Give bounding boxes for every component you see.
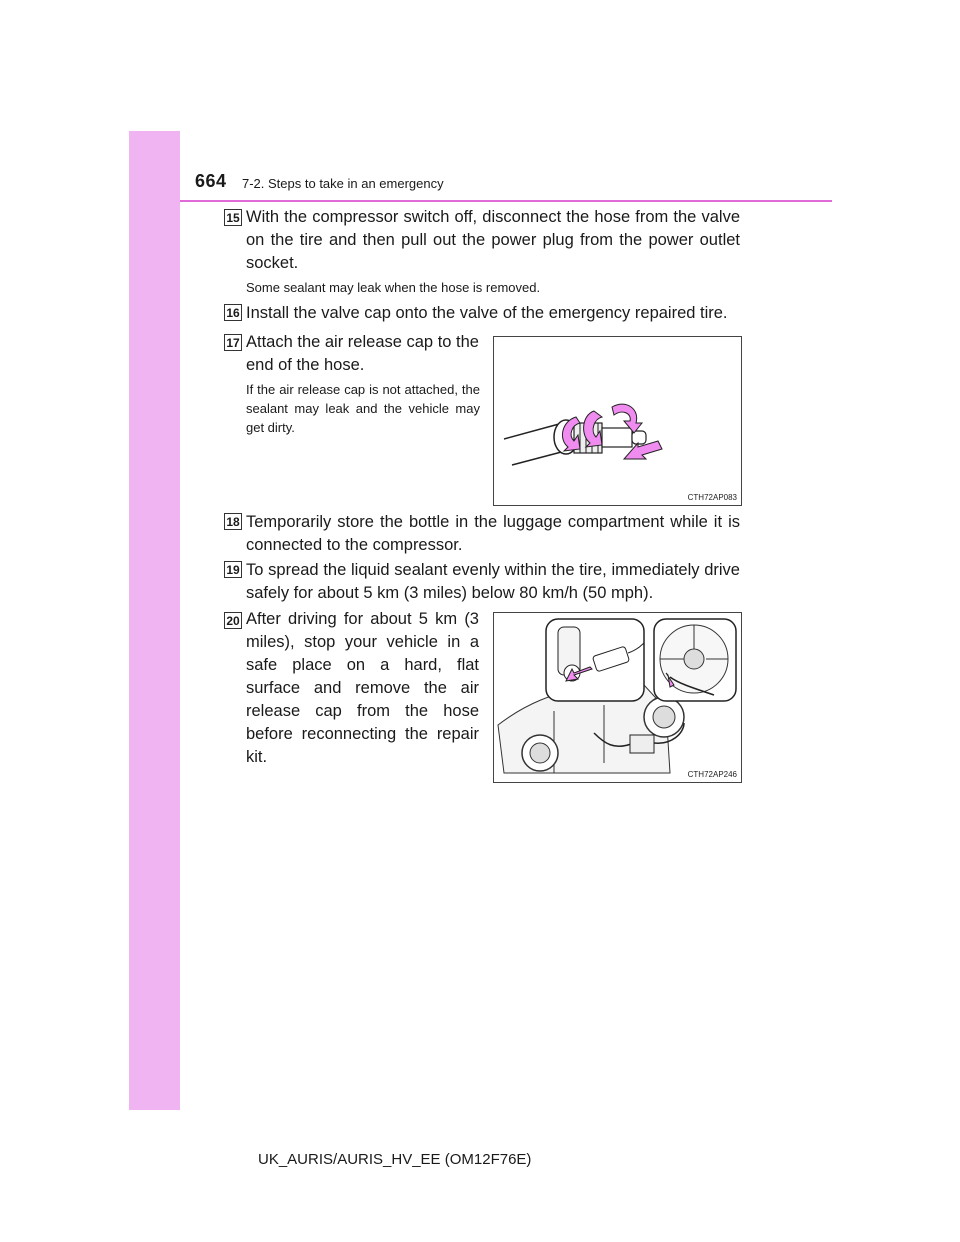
step-number-18: 18	[224, 513, 242, 530]
car-repair-kit-illustration	[494, 613, 741, 782]
step-18-text: Temporarily store the bottle in the luggage compartment while it is connected to the compressor.	[246, 513, 740, 554]
hose-cap-illustration	[494, 337, 741, 505]
step-number-17: 17	[224, 334, 242, 351]
header-rule	[180, 200, 832, 202]
figure-code: CTH72AP246	[687, 770, 737, 779]
document-id: UK_AURIS/AURIS_HV_EE (OM12F76E)	[258, 1151, 532, 1168]
step-20-text: After driving for about 5 km (3 miles), stop your vehicle in a safe place on a hard, flat surface and remove the air release cap from the hose before reconnecting the repair kit.	[246, 610, 479, 766]
step-15-text: With the compressor switch off, disconnect the hose from the valve on the tire and then pull out the power plug from the power outlet socket.	[246, 208, 740, 272]
page-number: 664	[195, 171, 227, 191]
section-title: 7-2. Steps to take in an emergency	[242, 176, 444, 191]
step-15-note: Some sealant may leak when the hose is removed.	[246, 280, 541, 295]
step-19-text: To spread the liquid sealant evenly within the tire, immediately drive safely for about 5 km (3 miles) below 80 km/h (50 mph).	[246, 561, 740, 602]
step-number-20: 20	[224, 612, 242, 629]
figure-code: CTH72AP083	[687, 493, 737, 502]
step-16-text: Install the valve cap onto the valve of the emergency repaired tire.	[246, 304, 728, 322]
step-17-note: If the air release cap is not attached, the sealant may leak and the vehicle may get dirty.	[246, 382, 480, 435]
step-number-19: 19	[224, 561, 242, 578]
figure-remove-cap-car	[493, 612, 742, 783]
chapter-tab-bar	[129, 131, 180, 1110]
figure-air-release-cap	[493, 336, 742, 506]
step-number-16: 16	[224, 304, 242, 321]
step-17-text: Attach the air release cap to the end of the hose.	[246, 333, 479, 374]
step-number-15: 15	[224, 209, 242, 226]
